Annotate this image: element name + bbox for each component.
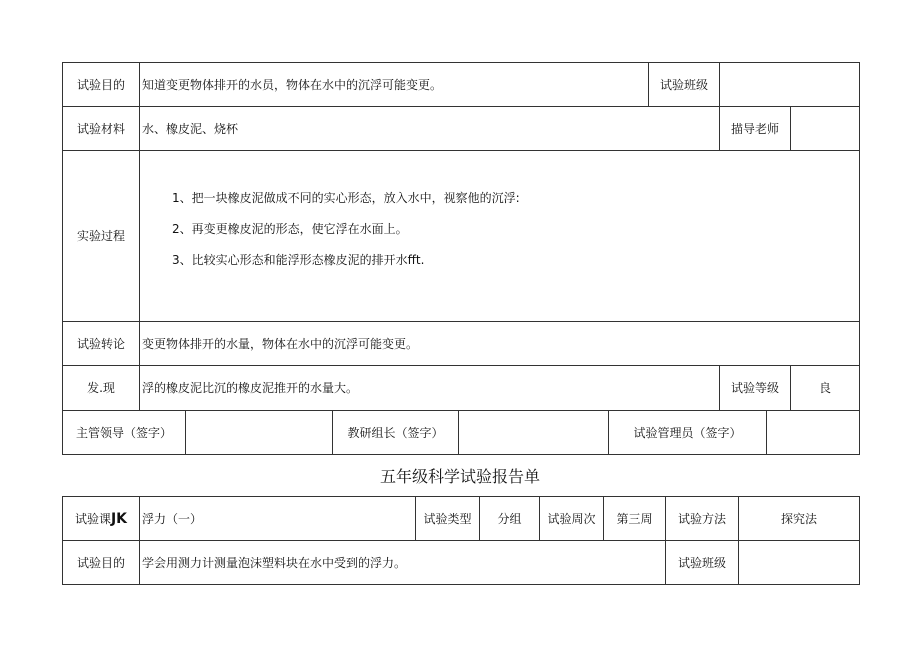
conclusion-text: 变更物体排开的水量，物体在水中的沉浮可能变更。: [140, 322, 860, 366]
purpose-2-label: 试验目的: [63, 541, 140, 585]
lesson-label-prefix: 试验课: [74, 511, 111, 526]
class-2-label: 试验班级: [666, 541, 739, 585]
conclusion-row: [63, 322, 860, 366]
method-label: 试验方法: [666, 497, 739, 541]
lesson-row: [63, 497, 860, 541]
grade-label: 试验等级: [720, 366, 791, 411]
week-value: 第三周: [604, 497, 666, 541]
signature-table: [62, 410, 860, 455]
finding-row: [63, 366, 860, 411]
lesson-value: 浮力（一）: [140, 497, 416, 541]
process-step-1: 1、把一块橡皮泥做成不冋的实心形态，放入水中，视察他的沉浮:: [172, 190, 520, 205]
class-value[interactable]: [720, 63, 860, 107]
finding-label: 发.现: [63, 366, 140, 411]
purpose-text: 知道变更物体排开的水员，物体在水中的沉浮可能变更。: [140, 63, 649, 107]
materials-label: 试验材料: [63, 107, 140, 151]
teacher-value[interactable]: [791, 107, 860, 151]
purpose-label: 试验目的: [63, 63, 140, 107]
purpose-2-row: [63, 541, 860, 585]
lesson-label: [63, 497, 140, 541]
admin-sign-label: 试验管理员（签字）: [609, 411, 767, 455]
week-label: 试验周次: [540, 497, 604, 541]
teacher-label: 描导老师: [720, 107, 791, 151]
conclusion-label: 试验转论: [63, 322, 140, 366]
leader-sign-label: 主管领导（签字）: [63, 411, 186, 455]
purpose-2-text: 学会用测力计测量泡沫塑料块在水中受到的浮力。: [140, 541, 666, 585]
grade-value: 良: [791, 366, 860, 411]
process-row: [63, 151, 860, 322]
report-table-2: [62, 496, 860, 585]
class-2-value[interactable]: [739, 541, 860, 585]
head-sign-label: 教研组长（签字）: [333, 411, 459, 455]
method-value: 探究法: [739, 497, 860, 541]
process-step-2: 2、再变更橡皮泥的形态，使它浮在水面上。: [172, 221, 408, 236]
materials-row: [63, 107, 860, 151]
process-step-3: 3、比较实心形态和能浮形态橡皮泥的排开水fft.: [172, 252, 425, 267]
type-value: 分组: [480, 497, 540, 541]
process-steps: [140, 151, 860, 322]
purpose-row: [63, 63, 860, 107]
process-label: 实验过程: [63, 151, 140, 322]
head-sign-field[interactable]: [459, 411, 609, 455]
finding-text: 浮的橡皮泥比沉的橡皮泥推开的水量大。: [140, 366, 720, 411]
signature-row: [63, 411, 860, 455]
report-table-1: [62, 62, 860, 411]
report-2-title: 五年级科学试验报告单: [379, 467, 540, 486]
type-label: 试验类型: [416, 497, 480, 541]
class-label: 试验班级: [649, 63, 720, 107]
materials-text: 水、橡皮泥、烧杯: [140, 107, 720, 151]
leader-sign-field[interactable]: [186, 411, 333, 455]
admin-sign-field[interactable]: [767, 411, 860, 455]
lesson-label-suffix: JK: [110, 510, 128, 527]
